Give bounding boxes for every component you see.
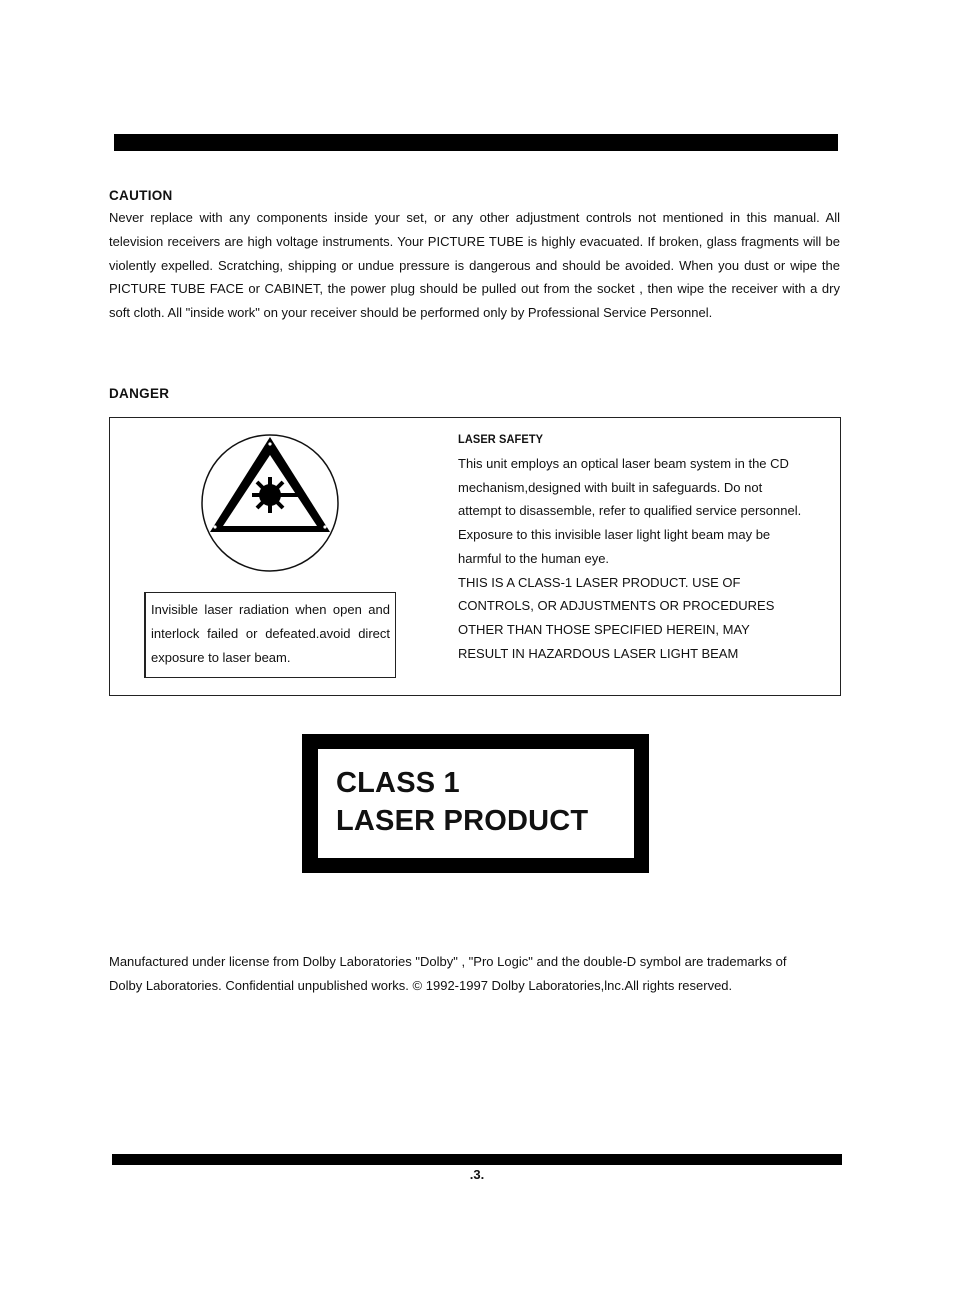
top-rule <box>114 134 838 151</box>
laser-safety-line: Exposure to this invisible laser light light beam may be <box>458 527 771 543</box>
caution-heading: CAUTION <box>109 188 173 203</box>
laser-safety-line: harmful to the human eye. <box>458 550 610 566</box>
laser-safety-line: CONTROLS, OR ADJUSTMENTS OR PROCEDURES <box>458 598 775 614</box>
dolby-line-2 <box>109 974 849 998</box>
laser-safety-line: attempt to disassemble, refer to qualified service personnel. <box>458 503 802 519</box>
laser-safety-line: OTHER THAN THOSE SPECIFIED HEREIN, MAY <box>458 621 750 637</box>
caution-text: Never replace with any components inside your set, or any other adjustment controls not mentioned in this manual. All television receivers are high voltage instruments. Your PICTURE TUBE is highly evacuated. If broken, glass fragments will be violently expelled. Scratching, shipping or undue pressure is dangerous and should be avoided. When you dust or wipe the PICTURE TUBE FACE or CABINET, the power plug should be pulled out from the socket , then wipe the receiver with a dry soft cloth. All "inside work" on your receiver should be performed only by Professional Service Personnel. <box>109 210 840 321</box>
class-label-line-2: LASER PRODUCT <box>336 805 589 837</box>
laser-safety-line: RESULT IN HAZARDOUS LASER LIGHT BEAM <box>458 645 739 661</box>
laser-safety-line: mechanism,designed with built in safeguards. Do not <box>458 479 763 495</box>
laser-safety-heading: LASER SAFETY <box>458 432 544 446</box>
dolby-notice <box>109 950 849 998</box>
danger-heading: DANGER <box>109 386 170 401</box>
class-label-text <box>336 764 588 840</box>
laser-safety-line: THIS IS A CLASS-1 LASER PRODUCT. USE OF <box>458 574 741 590</box>
class-label-line-1: CLASS 1 <box>336 767 460 799</box>
copyright-icon: © <box>412 978 423 993</box>
laser-safety-line: This unit employs an optical laser beam system in the CD <box>458 456 789 471</box>
dolby-copyright-text: 1992-1997 Dolby Laboratories,lnc.All rights reserved. <box>425 978 733 993</box>
laser-safety-text <box>458 452 833 665</box>
laser-warning-label: Invisible laser radiation when open and interlock failed or defeated.avoid direct exposure to laser beam. <box>144 592 396 678</box>
page-number: .3. <box>469 1167 485 1182</box>
laser-hazard-icon <box>200 433 340 573</box>
dolby-line-1: Manufactured under license from Dolby Laboratories "Dolby" , "Pro Logic" and the double-D symbol are trademarks of <box>109 954 787 969</box>
bottom-rule <box>112 1154 842 1165</box>
dolby-line-2-text: Dolby Laboratories. Confidential unpublished works. <box>109 978 409 993</box>
